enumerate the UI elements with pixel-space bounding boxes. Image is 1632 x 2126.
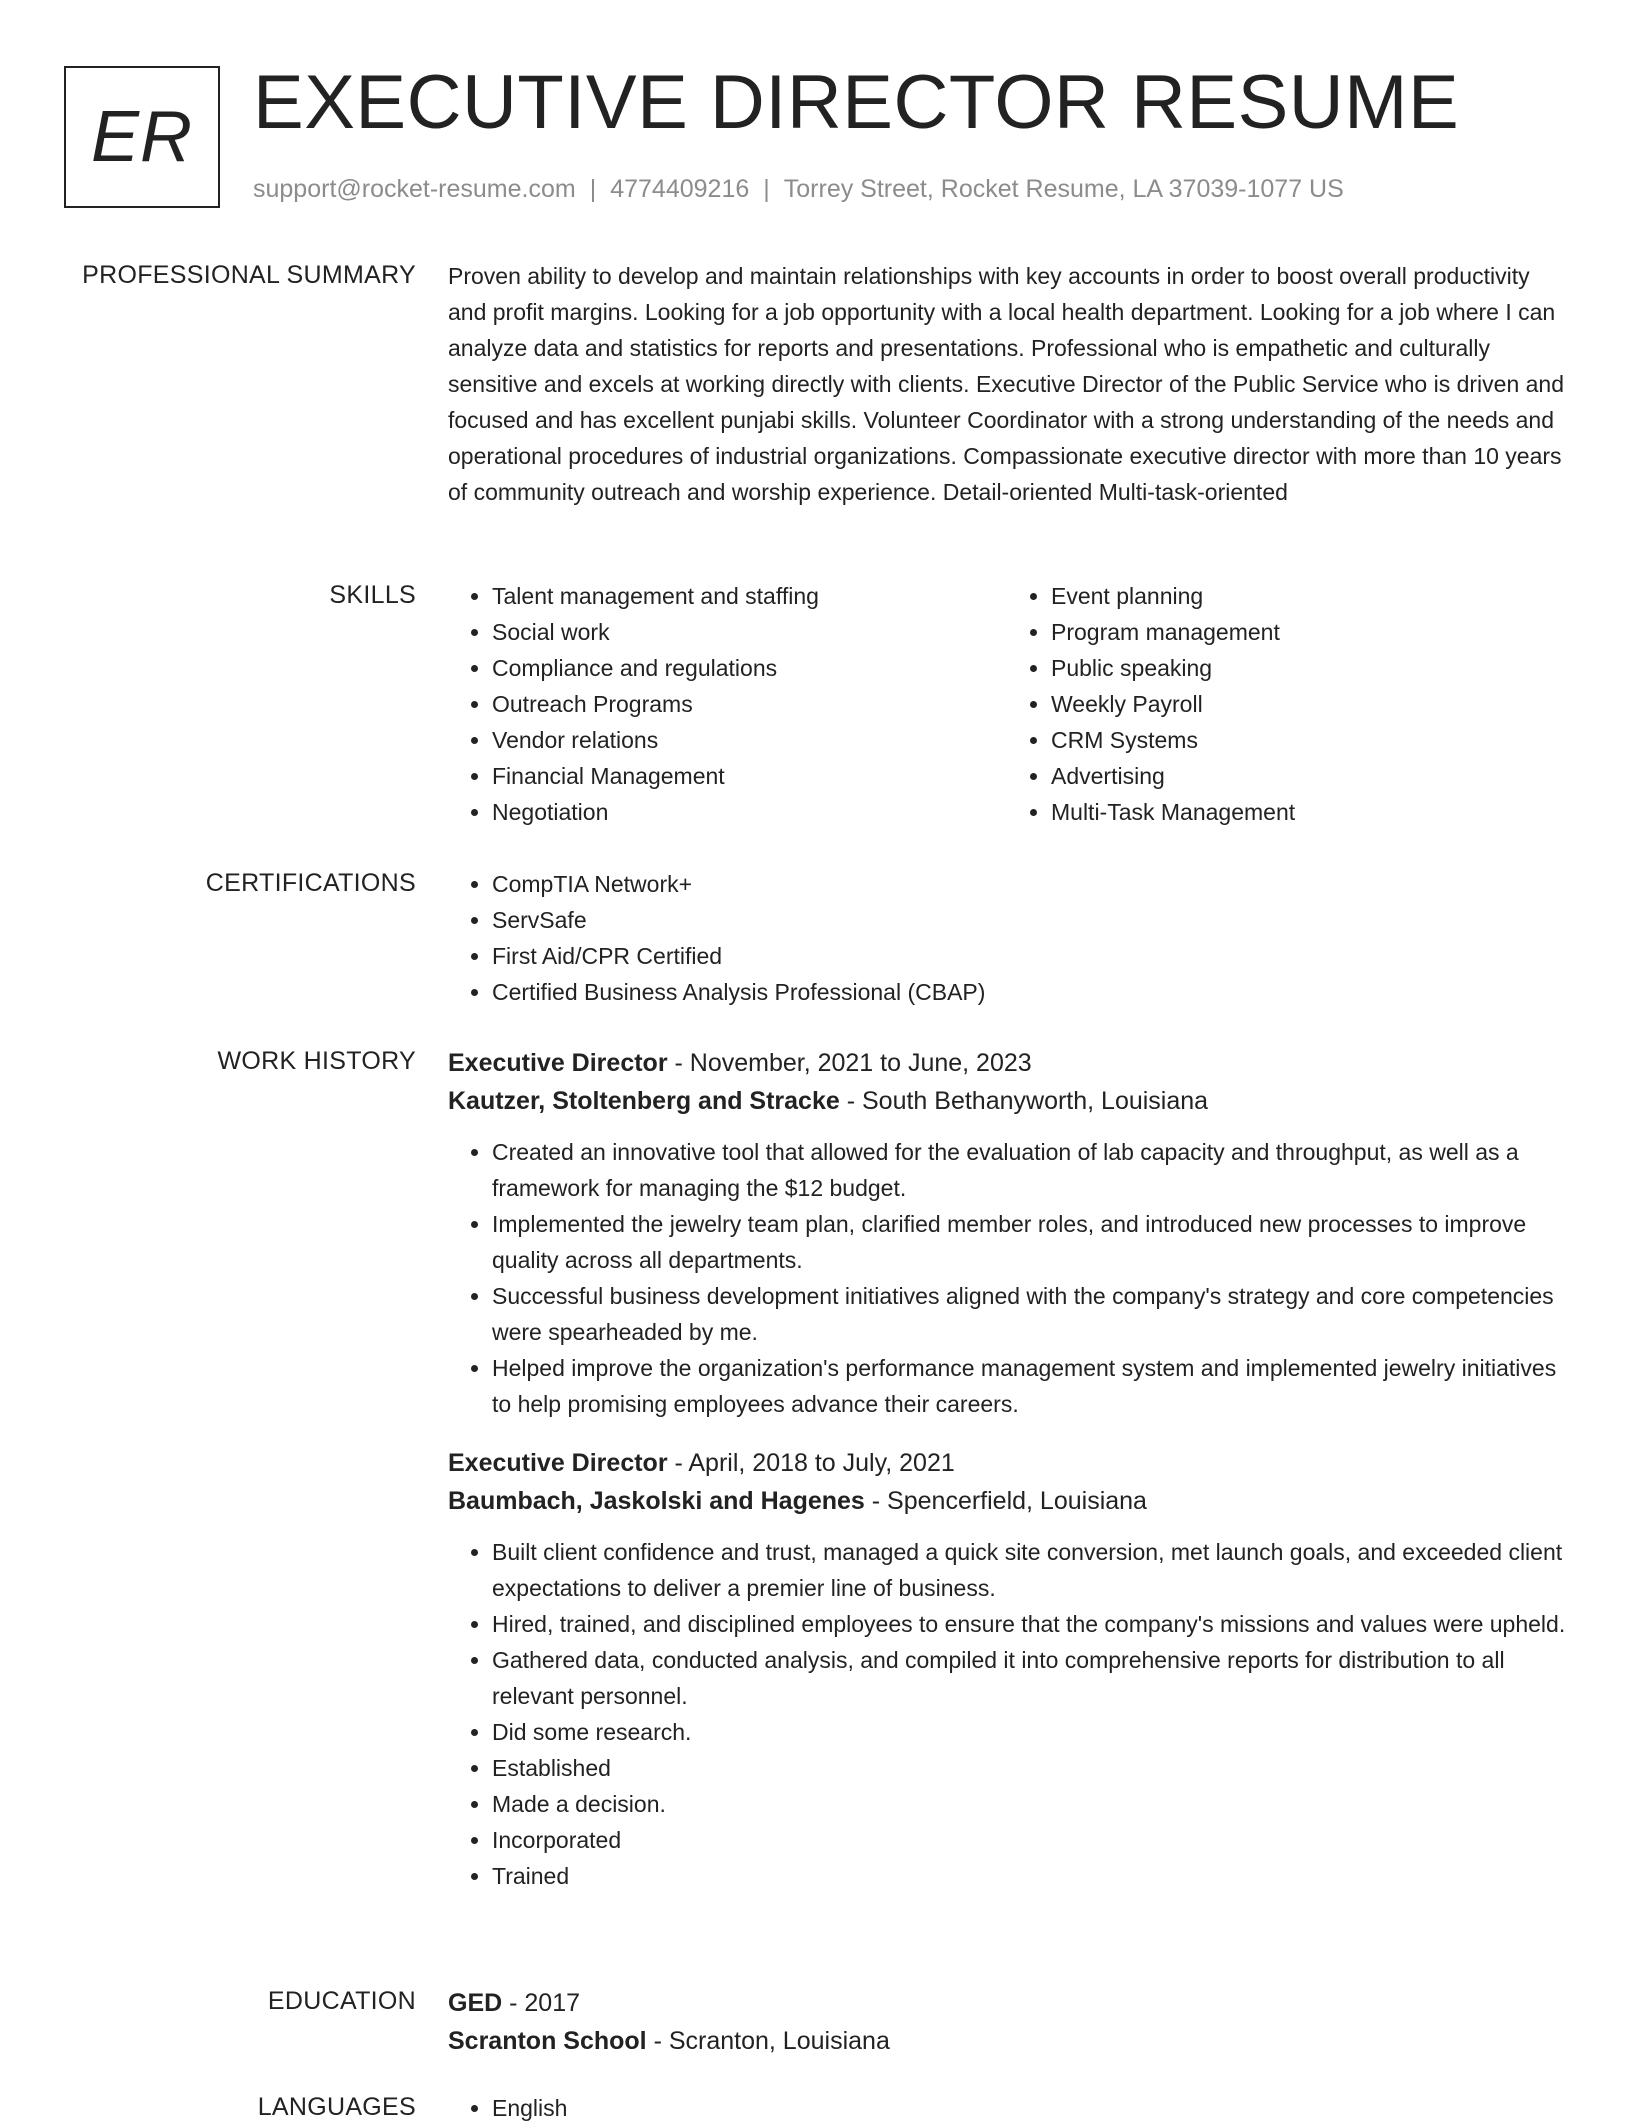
certification-item: • First Aid/CPR Certified: [492, 938, 1566, 974]
job-bullet: • Implemented the jewelry team plan, clarified member roles, and introduced new processes to improve quality across all departments.: [492, 1206, 1566, 1278]
job-title-line: [448, 1044, 1566, 1082]
job-company-line: [448, 1482, 1566, 1520]
job-company: Kautzer, Stoltenberg and Stracke: [448, 1087, 840, 1115]
skill-item: • Weekly Payroll: [1051, 686, 1566, 722]
certification-item: • ServSafe: [492, 902, 1566, 938]
job-bullet-list: [448, 1534, 1566, 1894]
skill-item: • Public speaking: [1051, 650, 1566, 686]
skill-item: • Multi-Task Management: [1051, 794, 1566, 830]
contact-separator: |: [589, 175, 597, 203]
job-bullet: • Trained: [492, 1858, 1566, 1894]
education-degree: GED: [448, 1989, 503, 2017]
job-bullet: • Did some research.: [492, 1714, 1566, 1750]
monogram-logo: ER: [64, 66, 220, 208]
skill-item: • Negotiation: [492, 794, 1007, 830]
skill-item: • Outreach Programs: [492, 686, 1007, 722]
education-degree-line: [448, 1984, 1566, 2022]
job-bullet: • Built client confidence and trust, managed a quick site conversion, met launch goals, and exceeded client expectations to deliver a premier line of business.: [492, 1534, 1566, 1606]
skill-item: • CRM Systems: [1051, 722, 1566, 758]
skill-item: • Financial Management: [492, 758, 1007, 794]
certification-item: • Certified Business Analysis Professional (CBAP): [492, 974, 1566, 1010]
skills-list-left: [448, 578, 1007, 830]
job-bullet: • Gathered data, conducted analysis, and compiled it into comprehensive reports for distribution to all relevant personnel.: [492, 1642, 1566, 1714]
job-bullet: • Successful business development initiatives aligned with the company's strategy and core competencies were spearheaded by me.: [492, 1278, 1566, 1350]
skills-list-right: [1007, 578, 1566, 830]
job-bullet: • Hired, trained, and disciplined employees to ensure that the company's missions and values were upheld.: [492, 1606, 1566, 1642]
section-label-education: EDUCATION: [267, 1987, 416, 2015]
contact-email[interactable]: support@rocket-resume.com: [253, 175, 576, 203]
job-company: Baumbach, Jaskolski and Hagenes: [448, 1487, 865, 1515]
languages-list: [448, 2090, 1566, 2126]
certification-item: • CompTIA Network+: [492, 866, 1566, 902]
job-dates: - November, 2021 to June, 2023: [667, 1049, 1032, 1077]
certifications-list: [448, 866, 1566, 1010]
job-bullet: • Created an innovative tool that allowed for the evaluation of lab capacity and throughput, as well as a framework for managing the $12 budget.: [492, 1134, 1566, 1206]
skill-item: • Social work: [492, 614, 1007, 650]
summary-text: Proven ability to develop and maintain relationships with key accounts in order to boost overall productivity and profit margins. Looking for a job opportunity with a local health department. Looking for a job where I can analyze data and statistics for reports and presentations. Professional who is empathetic and culturally sensitive and excels at working directly with clients. Executive Director of the Public Service who is driven and focused and has excellent punjabi skills. Volunteer Coordinator with a strong understanding of the needs and operational procedures of industrial organizations. Compassionate executive director with more than 10 years of community outreach and worship experience. Detail-oriented Multi-task-oriented: [448, 263, 1564, 505]
skill-item: • Compliance and regulations: [492, 650, 1007, 686]
job-location: - Spencerfield, Louisiana: [864, 1487, 1147, 1515]
education-school-line: [448, 2022, 1566, 2060]
section-label-work-history: WORK HISTORY: [217, 1047, 416, 1075]
contact-address: Torrey Street, Rocket Resume, LA 37039-1077 US: [783, 175, 1344, 203]
education-year: - 2017: [502, 1989, 581, 2017]
skill-item: • Advertising: [1051, 758, 1566, 794]
section-label-skills: SKILLS: [329, 581, 416, 609]
job-dates: - April, 2018 to July, 2021: [667, 1449, 955, 1477]
job-bullet-list: [448, 1134, 1566, 1422]
job-entry: [448, 1444, 1566, 1894]
skill-item: • Vendor relations: [492, 722, 1007, 758]
job-title: Executive Director: [448, 1449, 668, 1477]
job-bullet: • Helped improve the organization's performance management system and implemented jewelry initiatives to help promising employees advance their careers.: [492, 1350, 1566, 1422]
job-title-line: [448, 1444, 1566, 1482]
job-company-line: [448, 1082, 1566, 1120]
contact-separator: |: [763, 175, 770, 203]
language-item: • English: [492, 2090, 1566, 2126]
section-label-languages: LANGUAGES: [257, 2093, 416, 2121]
contact-phone[interactable]: 4774409216: [610, 175, 750, 203]
job-location: - South Bethanyworth, Louisiana: [839, 1087, 1209, 1115]
job-bullet: • Incorporated: [492, 1822, 1566, 1858]
education-location: - Scranton, Louisiana: [646, 2027, 890, 2055]
skill-item: • Event planning: [1051, 578, 1566, 614]
skill-item: • Talent management and staffing: [492, 578, 1007, 614]
resume-title: EXECUTIVE DIRECTOR RESUME: [253, 60, 1460, 145]
job-bullet: • Established: [492, 1750, 1566, 1786]
skill-item: • Program management: [1051, 614, 1566, 650]
education-school: Scranton School: [448, 2027, 647, 2055]
contact-line: [253, 175, 1344, 204]
section-label-summary: PROFESSIONAL SUMMARY: [82, 261, 416, 289]
job-entry: [448, 1044, 1566, 1422]
job-title: Executive Director: [448, 1049, 668, 1077]
job-bullet: • Made a decision.: [492, 1786, 1566, 1822]
section-label-certifications: CERTIFICATIONS: [205, 869, 416, 897]
